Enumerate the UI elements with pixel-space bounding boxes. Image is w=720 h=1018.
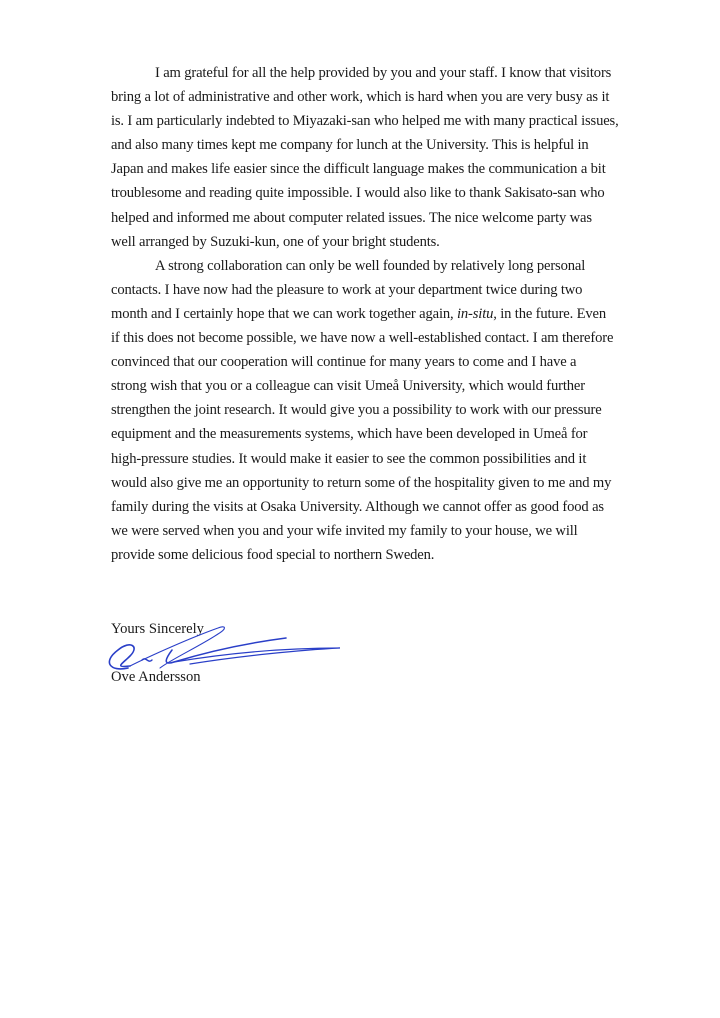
text-line: month and I certainly hope that we can work together again, in-situ, in the future. Even <box>111 305 607 322</box>
signer-name: Ove Andersson <box>111 669 201 685</box>
closing-salutation: Yours Sincerely <box>111 621 204 637</box>
text-line: troublesome and reading quite impossible. I would also like to thank Sakisato-san who <box>111 185 605 202</box>
text-line: high-pressure studies. It would make it easier to see the common possibilities and it <box>111 450 587 467</box>
text-line: strong wish that you or a colleague can visit Umeå University, which would further <box>111 378 585 395</box>
text-line: is. I am particularly indebted to Miyazaki-san who helped me with many practical issues, <box>111 113 619 130</box>
text-line: family during the visits at Osaka University. Although we cannot offer as good food as <box>111 498 604 515</box>
text-line: A strong collaboration can only be well founded by relatively long personal <box>155 257 586 274</box>
signature-stroke <box>174 648 340 664</box>
text-line: and also many times kept me company for lunch at the University. This is helpful in <box>111 137 589 154</box>
text-line: we were served when you and your wife invited my family to your house, we will <box>111 522 578 539</box>
text-line: equipment and the measurements systems, which have been developed in Umeå for <box>111 426 588 443</box>
text-line: convinced that our cooperation will continue for many years to come and I have a <box>111 354 577 371</box>
text-line: helped and informed me about computer related issues. The nice welcome party was <box>111 209 592 226</box>
text-line: Japan and makes life easier since the difficult language makes the communication a bit <box>111 161 606 178</box>
paragraph-1 <box>111 61 619 254</box>
text-line: bring a lot of administrative and other work, which is hard when you are very busy as it <box>111 89 610 106</box>
text-line: well arranged by Suzuki-kun, one of your bright students. <box>111 233 440 250</box>
text-line: strengthen the joint research. It would give you a possibility to work with our pressure <box>111 402 602 419</box>
italic-term: in-situ <box>457 305 494 322</box>
text-line: would also give me an opportunity to return some of the hospitality given to me and my <box>111 474 612 491</box>
text-line: provide some delicious food special to northern Sweden. <box>111 546 435 563</box>
text-line: I am grateful for all the help provided by you and your staff. I know that visitors <box>155 65 612 81</box>
paragraph-2 <box>111 254 614 567</box>
letter-body <box>111 61 619 567</box>
text-line: if this does not become possible, we have now a well-established contact. I am therefore <box>111 330 614 347</box>
text-line: contacts. I have now had the pleasure to work at your department twice during two <box>111 281 583 298</box>
